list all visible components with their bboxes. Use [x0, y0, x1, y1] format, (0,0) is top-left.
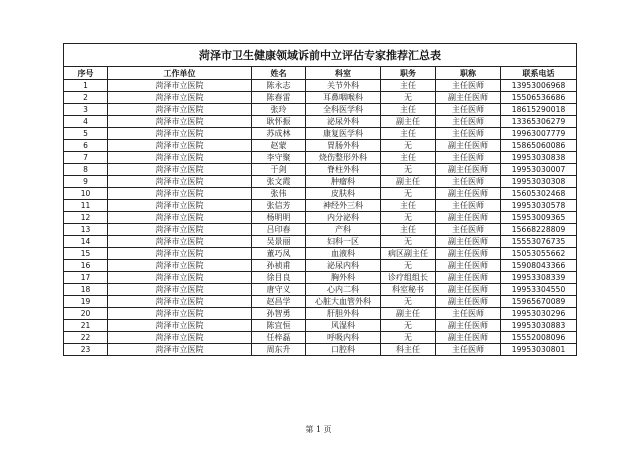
work-unit: 菏泽市立医院 — [108, 224, 252, 236]
work-unit: 菏泽市立医院 — [108, 140, 252, 152]
professional-title: 副主任医师 — [436, 260, 501, 272]
row-index: 7 — [64, 152, 108, 164]
department: 康复医学科 — [306, 128, 381, 140]
row-index: 19 — [64, 296, 108, 308]
row-index: 6 — [64, 140, 108, 152]
row-index: 9 — [64, 176, 108, 188]
table-row — [64, 188, 577, 200]
position: 科室秘书 — [381, 284, 436, 296]
row-index: 2 — [64, 92, 108, 104]
person-name: 徐目良 — [252, 272, 306, 284]
title-row — [64, 44, 577, 67]
position: 无 — [381, 212, 436, 224]
page-footer: 第 1 页 — [305, 425, 332, 434]
department: 呼吸内科 — [306, 332, 381, 344]
work-unit: 菏泽市立医院 — [108, 152, 252, 164]
work-unit: 菏泽市立医院 — [108, 332, 252, 344]
person-name: 张信芳 — [252, 200, 306, 212]
phone-number: 19963007779 — [501, 128, 577, 140]
table-row — [64, 224, 577, 236]
phone-number: 15506536686 — [501, 92, 577, 104]
col-header-title: 职称 — [436, 67, 501, 80]
work-unit: 菏泽市立医院 — [108, 128, 252, 140]
department: 心内二科 — [306, 284, 381, 296]
professional-title: 副主任医师 — [436, 332, 501, 344]
position: 主任 — [381, 80, 436, 92]
professional-title: 副主任医师 — [436, 140, 501, 152]
phone-number: 19953030578 — [501, 200, 577, 212]
professional-title: 主任医师 — [436, 224, 501, 236]
position: 无 — [381, 260, 436, 272]
work-unit: 菏泽市立医院 — [108, 284, 252, 296]
table-row — [64, 344, 577, 356]
table-row — [64, 332, 577, 344]
table-row — [64, 308, 577, 320]
department: 风湿科 — [306, 320, 381, 332]
phone-number: 19953304550 — [501, 284, 577, 296]
person-name: 耿怀振 — [252, 116, 306, 128]
phone-number: 19953030801 — [501, 344, 577, 356]
col-header-phone: 联系电话 — [501, 67, 577, 80]
position: 无 — [381, 320, 436, 332]
row-index: 3 — [64, 104, 108, 116]
table-row — [64, 236, 577, 248]
person-name: 陈春雷 — [252, 92, 306, 104]
table-row — [64, 248, 577, 260]
col-header-unit: 工作单位 — [108, 67, 252, 80]
position: 诊疗组组长 — [381, 272, 436, 284]
table-row — [64, 200, 577, 212]
professional-title: 副主任医师 — [436, 188, 501, 200]
person-name: 孙祯甫 — [252, 260, 306, 272]
department: 全科医学科 — [306, 104, 381, 116]
professional-title: 副主任医师 — [436, 92, 501, 104]
person-name: 孙智勇 — [252, 308, 306, 320]
department: 烧伤整形外科 — [306, 152, 381, 164]
department: 心脏大血管外科 — [306, 296, 381, 308]
table-row — [64, 176, 577, 188]
table-row — [64, 164, 577, 176]
person-name: 赵蒙 — [252, 140, 306, 152]
position: 无 — [381, 140, 436, 152]
table-row — [64, 92, 577, 104]
department: 皮肤科 — [306, 188, 381, 200]
row-index: 5 — [64, 128, 108, 140]
phone-number: 15552008096 — [501, 332, 577, 344]
professional-title: 副主任医师 — [436, 164, 501, 176]
row-index: 22 — [64, 332, 108, 344]
professional-title: 副主任医师 — [436, 296, 501, 308]
phone-number: 13953006968 — [501, 80, 577, 92]
work-unit: 菏泽市立医院 — [108, 104, 252, 116]
table-row — [64, 80, 577, 92]
table-row — [64, 104, 577, 116]
col-header-department: 科室 — [306, 67, 381, 80]
phone-number: 15668228809 — [501, 224, 577, 236]
position: 副主任 — [381, 176, 436, 188]
department: 耳鼻咽喉科 — [306, 92, 381, 104]
professional-title: 主任医师 — [436, 128, 501, 140]
work-unit: 菏泽市立医院 — [108, 260, 252, 272]
work-unit: 菏泽市立医院 — [108, 116, 252, 128]
work-unit: 菏泽市立医院 — [108, 200, 252, 212]
document-sheet — [63, 43, 576, 356]
position: 无 — [381, 236, 436, 248]
person-name: 张玲 — [252, 104, 306, 116]
table-row — [64, 284, 577, 296]
person-name: 董巧凤 — [252, 248, 306, 260]
person-name: 于剑 — [252, 164, 306, 176]
work-unit: 菏泽市立医院 — [108, 296, 252, 308]
work-unit: 菏泽市立医院 — [108, 272, 252, 284]
department: 口腔科 — [306, 344, 381, 356]
row-index: 8 — [64, 164, 108, 176]
position: 主任 — [381, 128, 436, 140]
department: 胸外科 — [306, 272, 381, 284]
professional-title: 副主任医师 — [436, 272, 501, 284]
person-name: 唐守义 — [252, 284, 306, 296]
work-unit: 菏泽市立医院 — [108, 164, 252, 176]
person-name: 吕印春 — [252, 224, 306, 236]
professional-title: 副主任医师 — [436, 212, 501, 224]
phone-number: 19953308339 — [501, 272, 577, 284]
row-index: 14 — [64, 236, 108, 248]
table-row — [64, 128, 577, 140]
phone-number: 13365306279 — [501, 116, 577, 128]
person-name: 任梓磊 — [252, 332, 306, 344]
department: 内分泌科 — [306, 212, 381, 224]
table-row — [64, 320, 577, 332]
professional-title: 主任医师 — [436, 116, 501, 128]
position: 主任 — [381, 200, 436, 212]
department: 泌尿外科 — [306, 116, 381, 128]
work-unit: 菏泽市立医院 — [108, 248, 252, 260]
phone-number: 15053055662 — [501, 248, 577, 260]
work-unit: 菏泽市立医院 — [108, 320, 252, 332]
department: 肝胆外科 — [306, 308, 381, 320]
phone-number: 15865060086 — [501, 140, 577, 152]
department: 神经外三科 — [306, 200, 381, 212]
professional-title: 副主任医师 — [436, 320, 501, 332]
phone-number: 19953030838 — [501, 152, 577, 164]
position: 病区副主任 — [381, 248, 436, 260]
position: 无 — [381, 296, 436, 308]
row-index: 1 — [64, 80, 108, 92]
person-name: 陈宜恒 — [252, 320, 306, 332]
professional-title: 主任医师 — [436, 176, 501, 188]
col-header-position: 职务 — [381, 67, 436, 80]
position: 无 — [381, 188, 436, 200]
department: 妇科一区 — [306, 236, 381, 248]
row-index: 11 — [64, 200, 108, 212]
professional-title: 副主任医师 — [436, 248, 501, 260]
professional-title: 副主任医师 — [436, 236, 501, 248]
phone-number: 15908043366 — [501, 260, 577, 272]
department: 胃肠外科 — [306, 140, 381, 152]
row-index: 18 — [64, 284, 108, 296]
work-unit: 菏泽市立医院 — [108, 308, 252, 320]
department: 泌尿内科 — [306, 260, 381, 272]
phone-number: 19953030883 — [501, 320, 577, 332]
work-unit: 菏泽市立医院 — [108, 176, 252, 188]
phone-number: 15553076735 — [501, 236, 577, 248]
phone-number: 15965670089 — [501, 296, 577, 308]
phone-number: 15953009365 — [501, 212, 577, 224]
professional-title: 主任医师 — [436, 200, 501, 212]
person-name: 张伟 — [252, 188, 306, 200]
work-unit: 菏泽市立医院 — [108, 80, 252, 92]
table-row — [64, 296, 577, 308]
work-unit: 菏泽市立医院 — [108, 236, 252, 248]
position: 科主任 — [381, 344, 436, 356]
row-index: 13 — [64, 224, 108, 236]
person-name: 赵昌学 — [252, 296, 306, 308]
col-header-name: 姓名 — [252, 67, 306, 80]
row-index: 21 — [64, 320, 108, 332]
row-index: 4 — [64, 116, 108, 128]
work-unit: 菏泽市立医院 — [108, 188, 252, 200]
professional-title: 主任医师 — [436, 152, 501, 164]
position: 副主任 — [381, 308, 436, 320]
department: 产科 — [306, 224, 381, 236]
phone-number: 19953030296 — [501, 308, 577, 320]
position: 主任 — [381, 224, 436, 236]
department: 肿瘤科 — [306, 176, 381, 188]
person-name: 陈永志 — [252, 80, 306, 92]
professional-title: 主任医师 — [436, 308, 501, 320]
row-index: 12 — [64, 212, 108, 224]
expert-table — [63, 43, 577, 356]
position: 主任 — [381, 104, 436, 116]
work-unit: 菏泽市立医院 — [108, 344, 252, 356]
professional-title: 副主任医师 — [436, 284, 501, 296]
col-header-index: 序号 — [64, 67, 108, 80]
professional-title: 主任医师 — [436, 344, 501, 356]
professional-title: 主任医师 — [436, 80, 501, 92]
row-index: 10 — [64, 188, 108, 200]
header-row — [64, 67, 577, 80]
department: 关节外科 — [306, 80, 381, 92]
page-title: 菏泽市卫生健康领域诉前中立评估专家推荐汇总表 — [64, 44, 577, 67]
position: 副主任 — [381, 116, 436, 128]
position: 无 — [381, 164, 436, 176]
position: 主任 — [381, 152, 436, 164]
phone-number: 18615290018 — [501, 104, 577, 116]
position: 无 — [381, 332, 436, 344]
work-unit: 菏泽市立医院 — [108, 92, 252, 104]
phone-number: 15605302468 — [501, 188, 577, 200]
row-index: 23 — [64, 344, 108, 356]
table-row — [64, 260, 577, 272]
professional-title: 主任医师 — [436, 104, 501, 116]
row-index: 17 — [64, 272, 108, 284]
row-index: 16 — [64, 260, 108, 272]
person-name: 吴景丽 — [252, 236, 306, 248]
person-name: 杨明明 — [252, 212, 306, 224]
table-row — [64, 152, 577, 164]
phone-number: 19953030308 — [501, 176, 577, 188]
table-row — [64, 140, 577, 152]
department: 脊柱外科 — [306, 164, 381, 176]
table-row — [64, 116, 577, 128]
row-index: 15 — [64, 248, 108, 260]
row-index: 20 — [64, 308, 108, 320]
person-name: 周东升 — [252, 344, 306, 356]
table-row — [64, 272, 577, 284]
person-name: 苏成林 — [252, 128, 306, 140]
table-row — [64, 212, 577, 224]
person-name: 李守聚 — [252, 152, 306, 164]
work-unit: 菏泽市立医院 — [108, 212, 252, 224]
position: 无 — [381, 92, 436, 104]
department: 血液科 — [306, 248, 381, 260]
phone-number: 19953030007 — [501, 164, 577, 176]
person-name: 张文霞 — [252, 176, 306, 188]
